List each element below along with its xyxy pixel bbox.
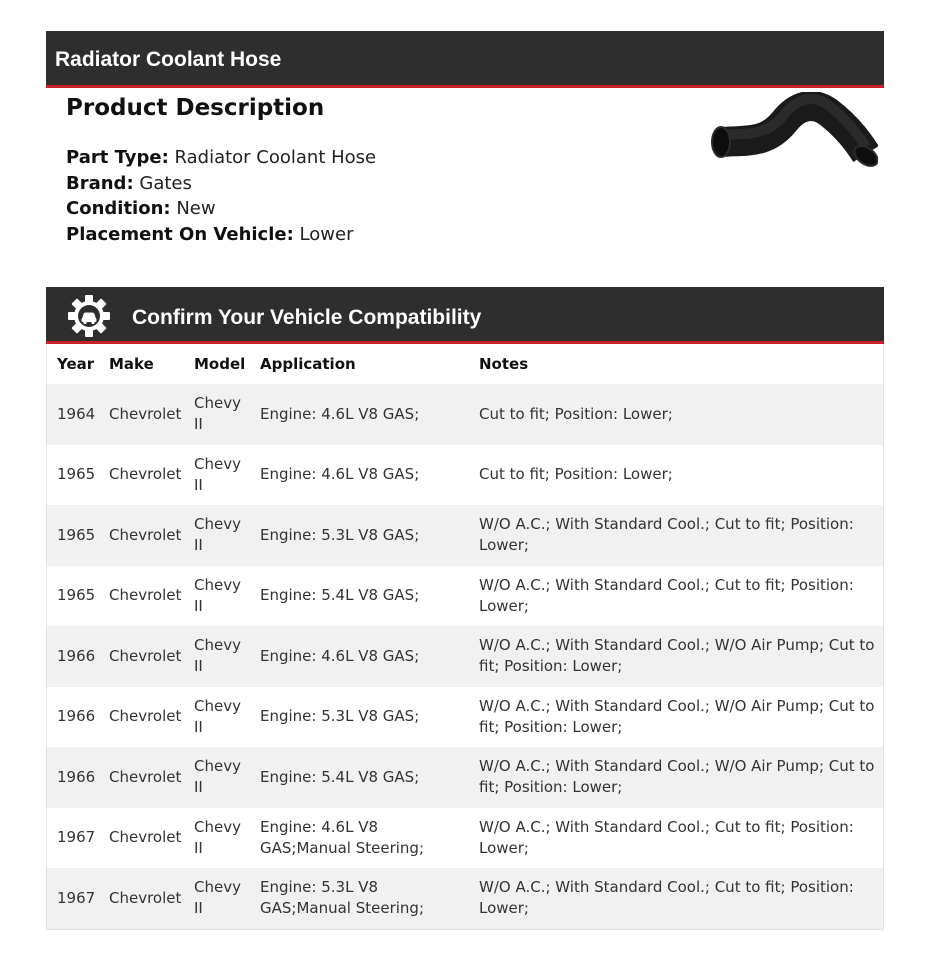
table-row xyxy=(47,384,884,445)
cell-notes: W/O A.C.; With Standard Cool.; Cut to fit; Position: Lower; xyxy=(469,505,884,566)
cell-year: 1966 xyxy=(47,687,100,748)
cell-make: Chevrolet xyxy=(99,747,184,808)
hose-product-image xyxy=(706,92,878,178)
cell-model: Chevy II xyxy=(184,626,250,687)
spec-part-type xyxy=(66,145,376,171)
col-notes: Notes xyxy=(469,344,884,384)
spec-label: Placement On Vehicle: xyxy=(66,223,294,245)
spec-list xyxy=(66,145,376,247)
product-title: Radiator Coolant Hose xyxy=(55,48,282,71)
cell-year: 1967 xyxy=(47,868,100,929)
cell-model: Chevy II xyxy=(184,868,250,929)
col-make: Make xyxy=(99,344,184,384)
cell-model: Chevy II xyxy=(184,445,250,506)
cell-application: Engine: 5.3L V8 GAS; xyxy=(250,505,469,566)
cell-make: Chevrolet xyxy=(99,505,184,566)
cell-notes: W/O A.C.; With Standard Cool.; W/O Air Pump; Cut to fit; Position: Lower; xyxy=(469,626,884,687)
gear-car-icon xyxy=(68,295,110,337)
description-heading: Product Description xyxy=(66,95,325,121)
cell-application: Engine: 5.4L V8 GAS; xyxy=(250,566,469,627)
product-description xyxy=(66,93,376,247)
col-application: Application xyxy=(250,344,469,384)
table-header-row xyxy=(47,344,884,384)
cell-model: Chevy II xyxy=(184,808,250,869)
spec-label: Brand: xyxy=(66,172,134,194)
cell-notes: W/O A.C.; With Standard Cool.; W/O Air Pump; Cut to fit; Position: Lower; xyxy=(469,747,884,808)
cell-application: Engine: 5.3L V8 GAS;Manual Steering; xyxy=(250,868,469,929)
cell-notes: Cut to fit; Position: Lower; xyxy=(469,384,884,445)
cell-make: Chevrolet xyxy=(99,384,184,445)
cell-notes: W/O A.C.; With Standard Cool.; Cut to fit; Position: Lower; xyxy=(469,566,884,627)
spec-label: Condition: xyxy=(66,198,171,219)
spec-condition xyxy=(66,196,376,222)
cell-make: Chevrolet xyxy=(99,687,184,748)
col-year: Year xyxy=(47,344,100,384)
cell-notes: W/O A.C.; With Standard Cool.; Cut to fit; Position: Lower; xyxy=(469,808,884,869)
cell-year: 1966 xyxy=(47,626,100,687)
cell-make: Chevrolet xyxy=(99,808,184,869)
spec-value: Gates xyxy=(139,172,192,194)
spec-placement xyxy=(66,222,376,248)
cell-application: Engine: 5.3L V8 GAS; xyxy=(250,687,469,748)
cell-year: 1965 xyxy=(47,505,100,566)
compatibility-title-bar xyxy=(46,287,884,344)
cell-make: Chevrolet xyxy=(99,626,184,687)
cell-application: Engine: 4.6L V8 GAS; xyxy=(250,445,469,506)
cell-model: Chevy II xyxy=(184,687,250,748)
compatibility-title: Confirm Your Vehicle Compatibility xyxy=(132,306,482,329)
cell-application: Engine: 4.6L V8 GAS;Manual Steering; xyxy=(250,808,469,869)
cell-model: Chevy II xyxy=(184,747,250,808)
spec-value: New xyxy=(176,198,216,219)
spec-value: Radiator Coolant Hose xyxy=(174,147,377,168)
cell-model: Chevy II xyxy=(184,384,250,445)
cell-year: 1966 xyxy=(47,747,100,808)
fitment-table xyxy=(46,344,884,930)
cell-application: Engine: 4.6L V8 GAS; xyxy=(250,626,469,687)
cell-notes: Cut to fit; Position: Lower; xyxy=(469,445,884,506)
cell-application: Engine: 4.6L V8 GAS; xyxy=(250,384,469,445)
cell-model: Chevy II xyxy=(184,505,250,566)
cell-year: 1964 xyxy=(47,384,100,445)
cell-model: Chevy II xyxy=(184,566,250,627)
table-row xyxy=(47,808,884,869)
cell-notes: W/O A.C.; With Standard Cool.; Cut to fit; Position: Lower; xyxy=(469,868,884,929)
table-row xyxy=(47,687,884,748)
cell-notes: W/O A.C.; With Standard Cool.; W/O Air Pump; Cut to fit; Position: Lower; xyxy=(469,687,884,748)
table-row xyxy=(47,445,884,506)
cell-application: Engine: 5.4L V8 GAS; xyxy=(250,747,469,808)
table-row xyxy=(47,505,884,566)
cell-year: 1965 xyxy=(47,566,100,627)
cell-make: Chevrolet xyxy=(99,566,184,627)
cell-year: 1967 xyxy=(47,808,100,869)
cell-year: 1965 xyxy=(47,445,100,506)
spec-value: Lower xyxy=(299,223,354,245)
table-row xyxy=(47,868,884,929)
cell-make: Chevrolet xyxy=(99,868,184,929)
cell-make: Chevrolet xyxy=(99,445,184,506)
spec-label: Part Type: xyxy=(66,147,169,168)
spec-brand xyxy=(66,171,376,197)
product-title-bar xyxy=(46,31,884,88)
col-model: Model xyxy=(184,344,250,384)
table-row xyxy=(47,747,884,808)
table-row xyxy=(47,626,884,687)
table-row xyxy=(47,566,884,627)
